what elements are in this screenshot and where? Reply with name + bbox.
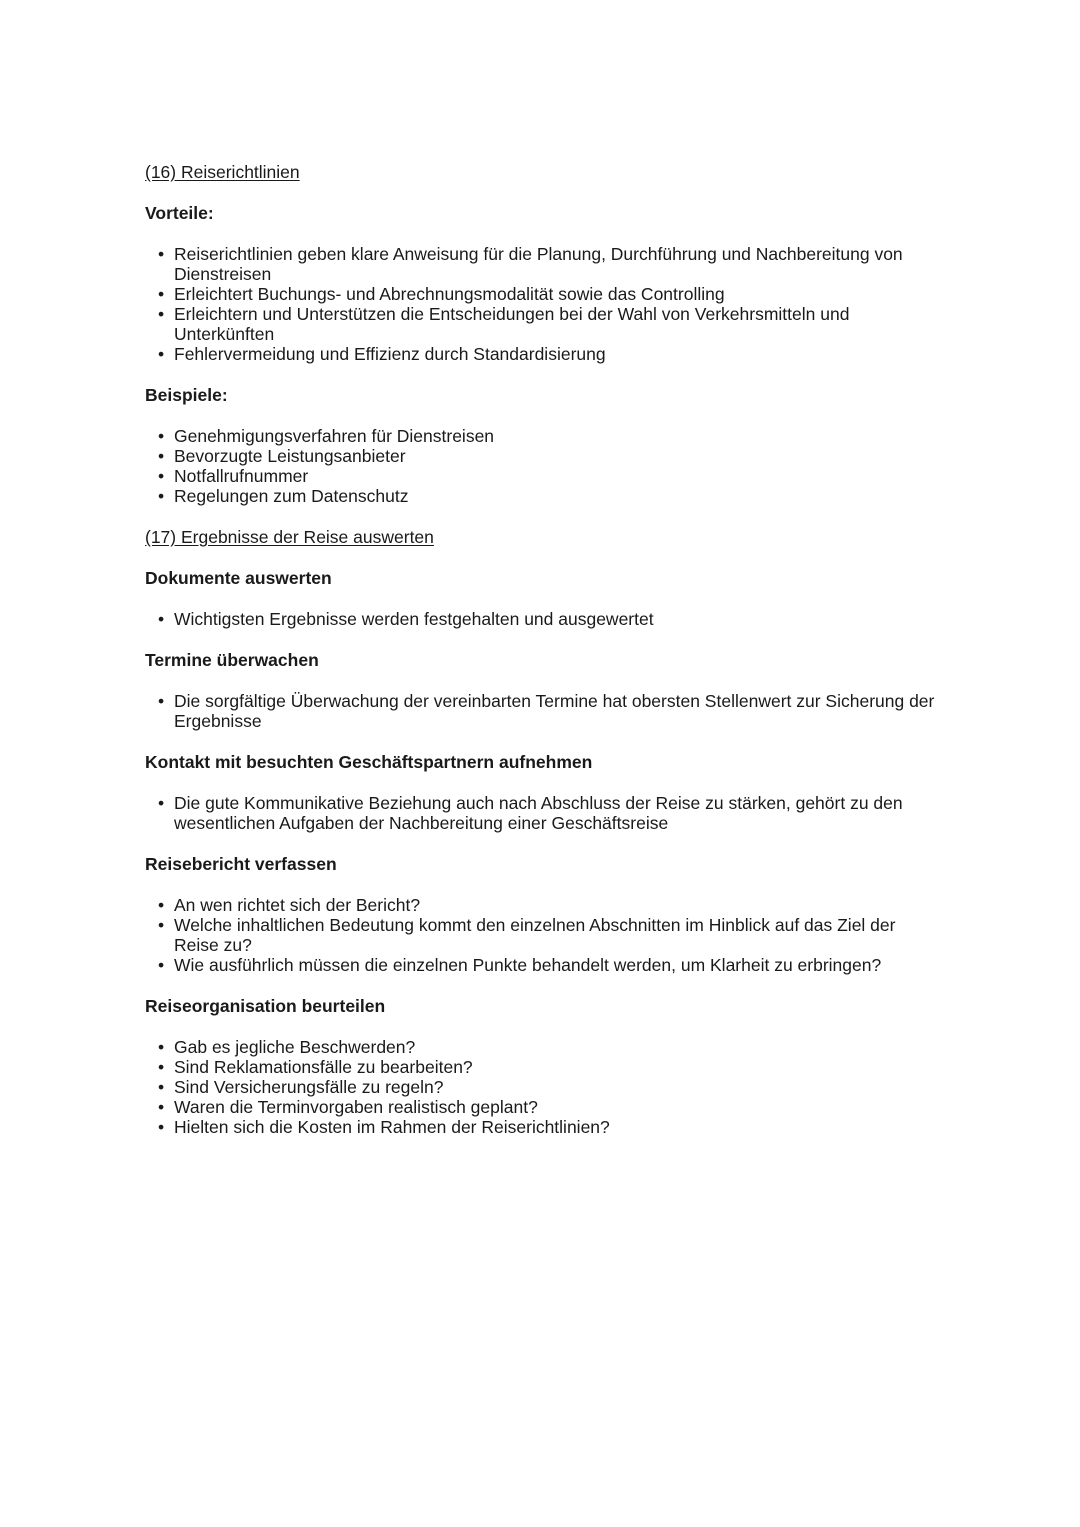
list-item: • An wen richtet sich der Bericht? bbox=[174, 895, 945, 915]
bullet-list-termine bbox=[145, 691, 945, 731]
section-title: (16) Reiserichtlinien bbox=[145, 162, 300, 182]
group-heading-kontakt: Kontakt mit besuchten Geschäftspartnern aufnehmen bbox=[145, 752, 593, 772]
document-page bbox=[145, 162, 945, 1158]
bullet-list-reisebericht bbox=[145, 895, 945, 975]
list-item: • Erleichtert Buchungs- und Abrechnungsmodalität sowie das Controlling bbox=[174, 284, 945, 304]
list-item: • Sind Versicherungsfälle zu regeln? bbox=[174, 1077, 945, 1097]
bullet-list-dokumente bbox=[145, 609, 945, 629]
group-heading-beispiele: Beispiele: bbox=[145, 385, 228, 405]
list-item: • Gab es jegliche Beschwerden? bbox=[174, 1037, 945, 1057]
section-ergebnisse-auswerten bbox=[145, 527, 945, 1137]
group-heading-dokumente: Dokumente auswerten bbox=[145, 568, 332, 588]
list-item: • Reiserichtlinien geben klare Anweisung für die Planung, Durchführung und Nachbereitung von Dienstreisen bbox=[174, 244, 945, 284]
list-item: • Genehmigungsverfahren für Dienstreisen bbox=[174, 426, 945, 446]
list-item: • Wichtigsten Ergebnisse werden festgehalten und ausgewertet bbox=[174, 609, 945, 629]
list-item: • Regelungen zum Datenschutz bbox=[174, 486, 945, 506]
bullet-list-reiseorganisation bbox=[145, 1037, 945, 1137]
group-heading-vorteile: Vorteile: bbox=[145, 203, 214, 223]
group-heading-reiseorganisation: Reiseorganisation beurteilen bbox=[145, 996, 386, 1016]
group-heading-reisebericht: Reisebericht verfassen bbox=[145, 854, 337, 874]
bullet-list-beispiele bbox=[145, 426, 945, 506]
list-item: • Bevorzugte Leistungsanbieter bbox=[174, 446, 945, 466]
list-item: • Wie ausführlich müssen die einzelnen Punkte behandelt werden, um Klarheit zu erbringen? bbox=[174, 955, 945, 975]
list-item: • Die gute Kommunikative Beziehung auch nach Abschluss der Reise zu stärken, gehört zu den wesentlichen Aufgaben der Nachbereitung einer Geschäftsreise bbox=[174, 793, 945, 833]
bullet-list-vorteile bbox=[145, 244, 945, 364]
section-reiserichtlinien bbox=[145, 162, 945, 506]
list-item: • Erleichtern und Unterstützen die Entscheidungen bei der Wahl von Verkehrsmitteln und Unterkünften bbox=[174, 304, 945, 344]
section-title: (17) Ergebnisse der Reise auswerten bbox=[145, 527, 434, 547]
group-heading-termine: Termine überwachen bbox=[145, 650, 319, 670]
list-item: • Die sorgfältige Überwachung der vereinbarten Termine hat obersten Stellenwert zur Sicherung der Ergebnisse bbox=[174, 691, 945, 731]
list-item: • Hielten sich die Kosten im Rahmen der Reiserichtlinien? bbox=[174, 1117, 945, 1137]
list-item: • Notfallrufnummer bbox=[174, 466, 945, 486]
list-item: • Welche inhaltlichen Bedeutung kommt den einzelnen Abschnitten im Hinblick auf das Ziel der Reise zu? bbox=[174, 915, 945, 955]
list-item: • Fehlervermeidung und Effizienz durch Standardisierung bbox=[174, 344, 945, 364]
bullet-list-kontakt bbox=[145, 793, 945, 833]
list-item: • Waren die Terminvorgaben realistisch geplant? bbox=[174, 1097, 945, 1117]
list-item: • Sind Reklamationsfälle zu bearbeiten? bbox=[174, 1057, 945, 1077]
